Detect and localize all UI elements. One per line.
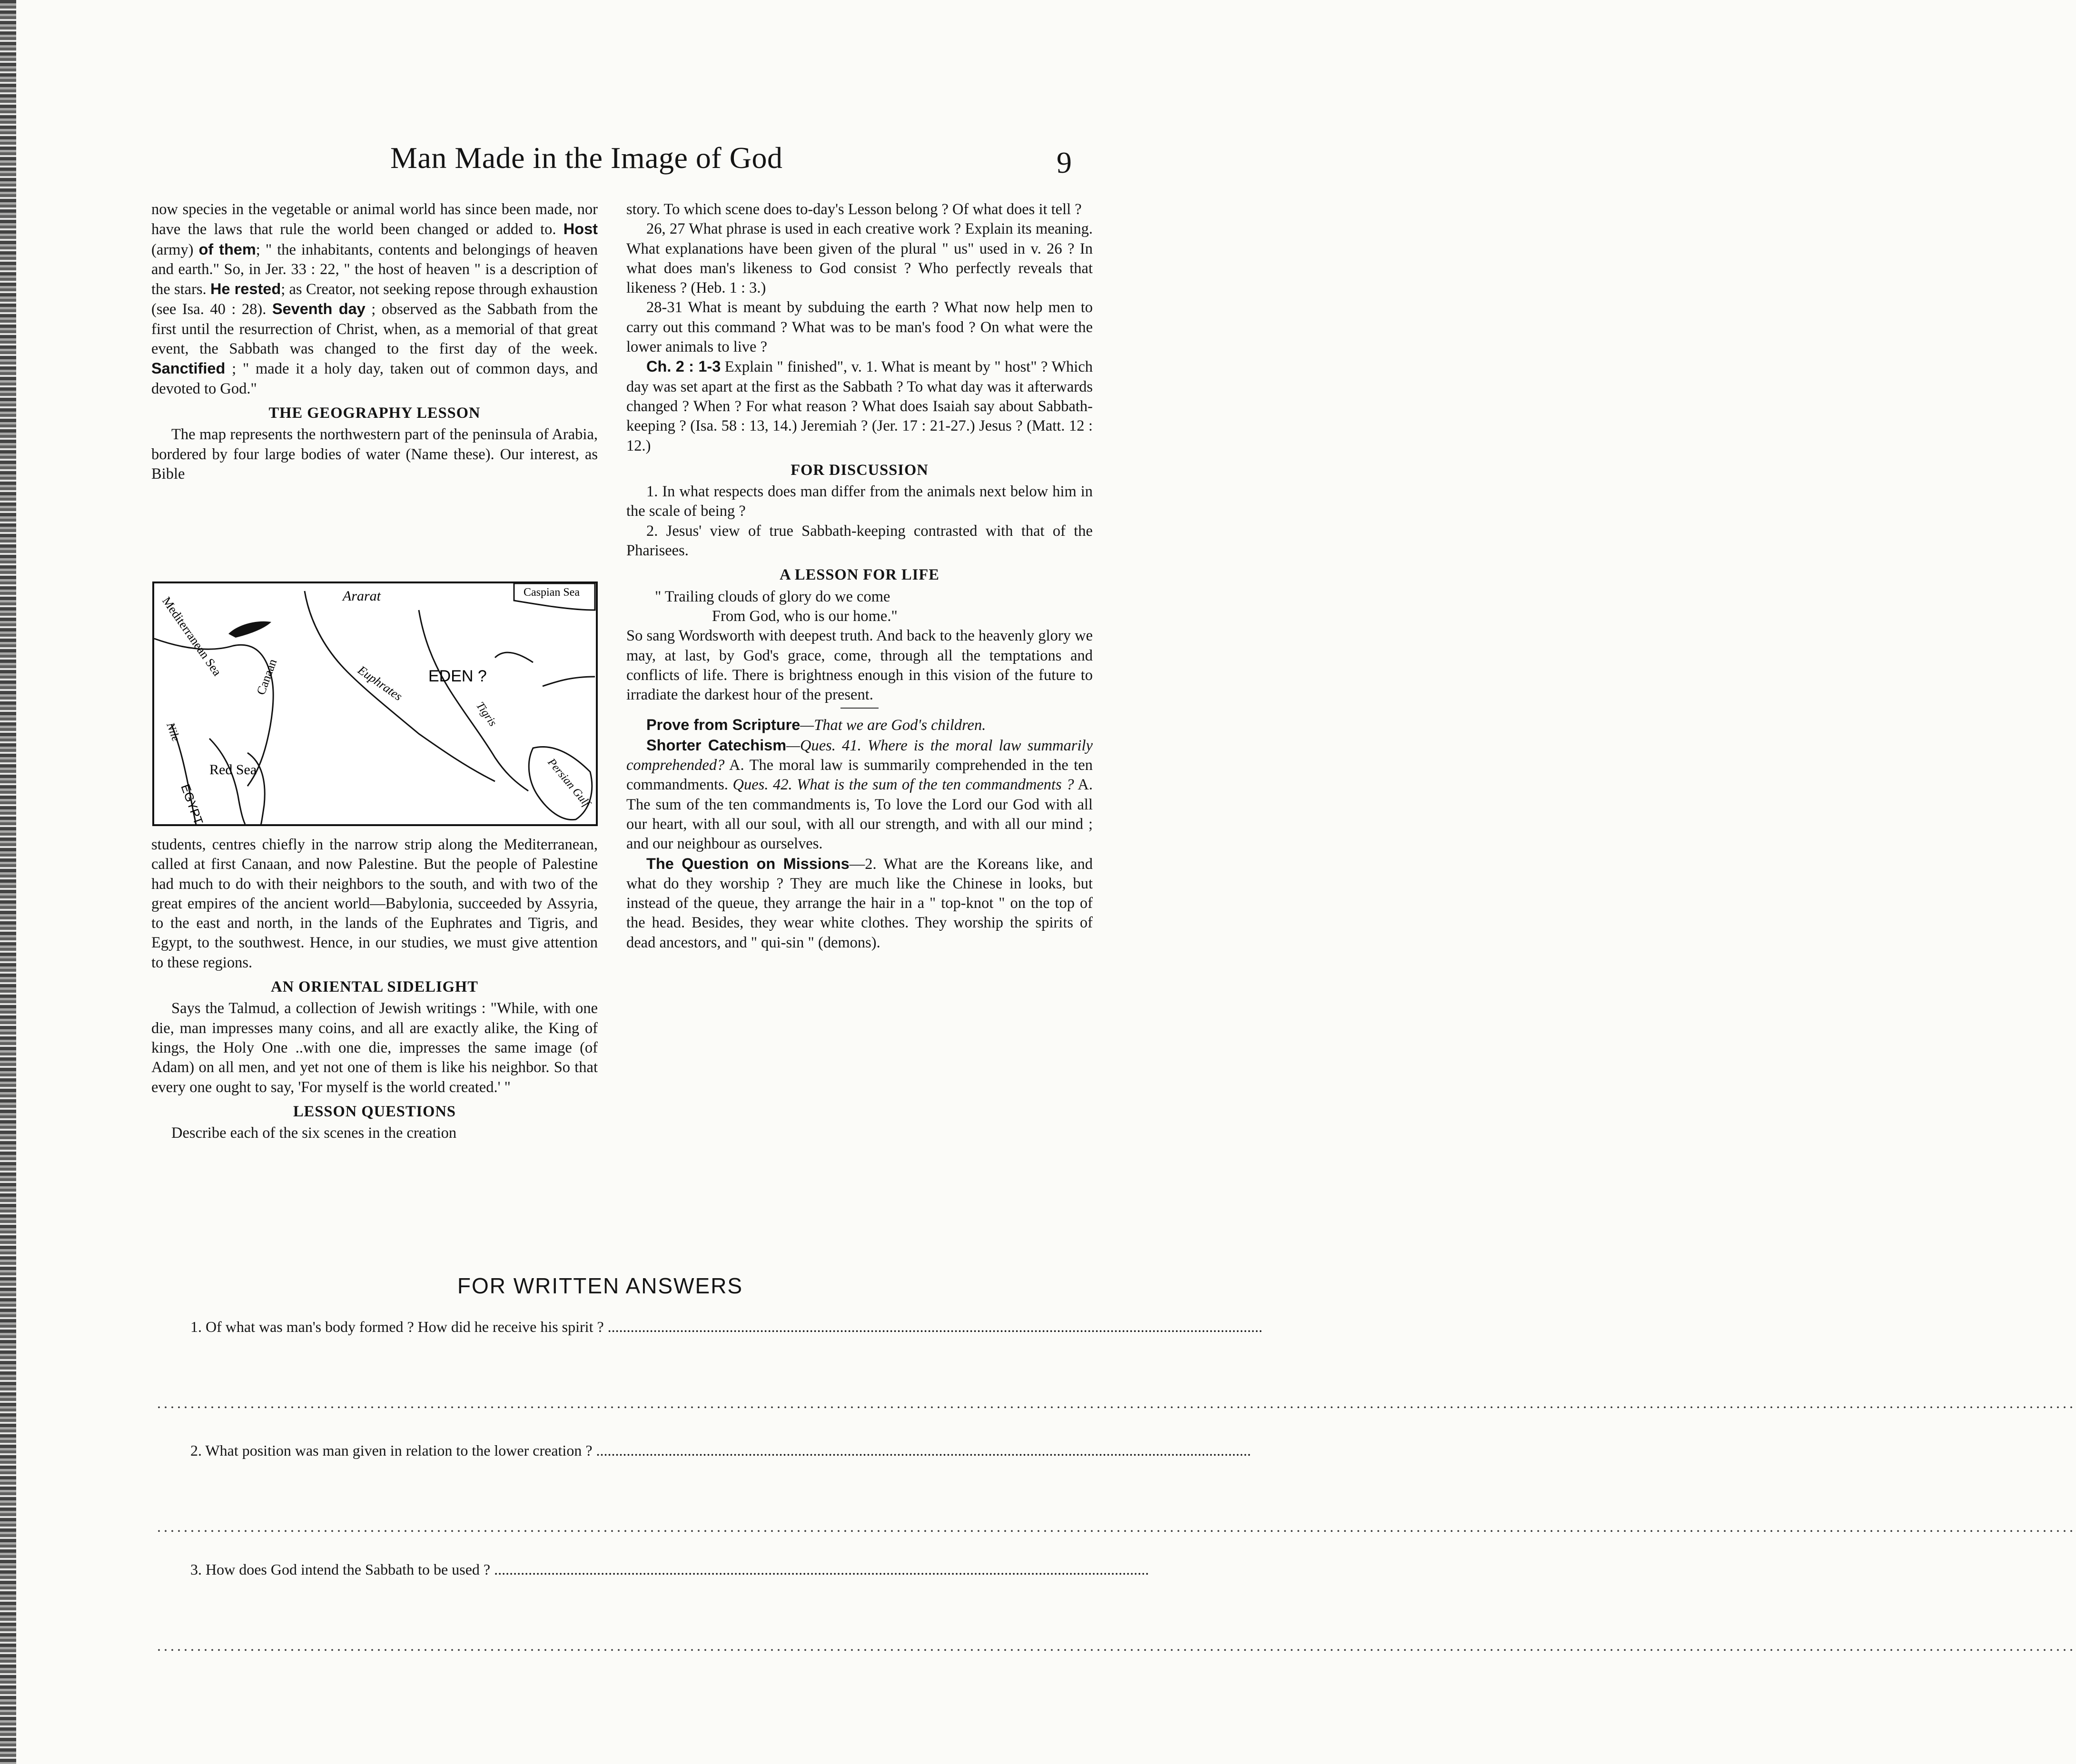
- map-figure: [152, 581, 598, 826]
- notes-text: ; " made it a holy day, taken out of common days, and devoted to God.": [151, 360, 598, 397]
- catechism-label: Shorter Catechism: [646, 736, 787, 754]
- notes-paragraph: [151, 200, 598, 399]
- poem-line-2: From God, who is our home.": [712, 607, 898, 625]
- discussion-item-1: 1. In what respects does man differ from the animals next below him in the scale of being ?: [626, 483, 1093, 520]
- term-of-them: of them: [198, 240, 256, 258]
- label-mediterranean-sea: Mediterranean Sea: [159, 594, 225, 679]
- question-ch2: [626, 357, 1093, 455]
- missions-label: The Question on Missions: [646, 855, 850, 872]
- oriental-heading: AN ORIENTAL SIDELIGHT: [271, 978, 478, 996]
- question-26-27: 26, 27 What phrase is used in each creative work ? Explain its meaning. What explanations have been given of the plural " us" used in v. 26 ? In what does man's likeness to God consist ? Who perfectly reveals that likeness ? (Heb. 1 : 3.): [626, 220, 1093, 297]
- notes-text: now species in the vegetable or animal world has since been made, nor have the laws that rule the world been changed or added to.: [151, 201, 598, 238]
- written-question-3: [190, 1561, 1149, 1578]
- label-caspian-sea: Caspian Sea: [524, 586, 580, 599]
- answer-line-2[interactable]: ................................................................................................................................................................................................................................................................................................: [157, 1518, 2076, 1535]
- questions-heading: LESSON QUESTIONS: [293, 1103, 456, 1120]
- prove-label: Prove from Scripture: [646, 716, 801, 734]
- answer-dots: ............................................................................................................................................................................: [603, 1318, 1263, 1335]
- written-question-3-text: 3. How does God intend the Sabbath to be used ?: [190, 1561, 491, 1578]
- ch2-label: Ch. 2 : 1-3: [646, 358, 721, 375]
- answer-line-1[interactable]: ................................................................................................................................................................................................................................................................................................: [157, 1394, 2076, 1411]
- notes-text: ; " the inhabitants, contents and belongings of heaven and earth." So, in Jer. 33 : 22, " the host of heaven " is a description of the stars.: [151, 241, 598, 298]
- label-ararat: Ararat: [343, 588, 381, 604]
- answer-dots: ............................................................................................................................................................................: [490, 1561, 1149, 1578]
- label-euphrates: Euphrates: [355, 663, 405, 704]
- catechism-paragraph: [626, 736, 1093, 854]
- catechism-question-42: Ques. 42. What is the sum of the ten commandments ?: [732, 776, 1074, 794]
- discussion-item-2: 2. Jesus' view of true Sabbath-keeping contrasted with that of the Pharisees.: [626, 522, 1093, 560]
- map-border: [153, 582, 597, 825]
- page-title: Man Made in the Image of God: [390, 141, 783, 175]
- questions-paragraph: Describe each of the six scenes in the creation: [171, 1124, 457, 1142]
- scanned-binding-edge: [0, 0, 16, 1764]
- left-column-bottom: [151, 835, 598, 1143]
- geography-paragraph-continued: students, centres chiefly in the narrow strip along the Mediterranean, called at first Canaan, and now Palestine. But the people of Palestine had much to do with their neighbors to the south, and with two of the great empires of the ancient world—Babylonia, succeeded by Assyria, to the east and north, in the lands of the Euphrates and Tigris, and Egypt, to the southwest. Hence, in our studies, we must give attention to these regions.: [151, 836, 598, 971]
- term-sanctified: Sanctified: [151, 360, 226, 377]
- catechism-question-41: —Ques. 41. Where is the moral law summarily comprehended?: [626, 737, 1093, 774]
- notes-text: ; as Creator, not seeking repose through exhaustion (see Isa. 40 : 28).: [151, 281, 598, 318]
- label-tigris: Tigris: [474, 700, 499, 729]
- label-nile: Nile: [164, 721, 182, 743]
- notes-text: ; observed as the Sabbath from the first until the resurrection of Christ, when, as a memorial of that great event, the Sabbath was changed to the first day of the week.: [151, 301, 598, 358]
- question-intro: story. To which scene does to-day's Lesson belong ? Of what does it tell ?: [626, 201, 1082, 218]
- catechism-answer-41: A. The moral law is summarily comprehended in the ten commandments.: [626, 757, 1093, 794]
- term-rested: He rested: [210, 280, 281, 298]
- life-paragraph: So sang Wordsworth with deepest truth. And back to the heavenly glory we may, at last, by God's grace, come, through all the temptations and conflicts of life. There is brightness enough in this vision of the future to irradiate the darkest hour of the present.: [626, 627, 1093, 704]
- written-question-1-text: 1. Of what was man's body formed ? How did he receive his spirit ?: [190, 1318, 604, 1335]
- written-question-1: [190, 1318, 1263, 1336]
- life-heading: A LESSON FOR LIFE: [780, 566, 939, 584]
- written-question-2-text: 2. What position was man given in relation to the lower creation ?: [190, 1442, 593, 1459]
- written-answers-title: FOR WRITTEN ANSWERS: [457, 1273, 743, 1298]
- geography-heading: THE GEOGRAPHY LESSON: [268, 404, 481, 422]
- label-persian-gulf: Persian Gulf: [545, 756, 593, 809]
- poem-line-1: " Trailing clouds of glory do we come: [655, 588, 890, 605]
- term-host: Host: [563, 220, 598, 238]
- ch2-text: Explain " finished", v. 1. What is meant by " host" ? Which day was set apart at the first as the Sabbath ? To what day was it afterwards changed ? When ? For what reason ? What does Isaiah say about Sabbath-keeping ? (Isa. 58 : 13, 14.) Jeremiah ? (Jer. 17 : 21-27.) Jesus ? (Matt. 12 : 12.): [626, 358, 1093, 454]
- oriental-paragraph: Says the Talmud, a collection of Jewish writings : "While, with one die, man impresses many coins, and all are exactly alike, the King of kings, the Holy One ..with one die, impresses the same image (of Adam) on all men, and yet not one of them is like his neighbor. So that every one ought to say, 'For myself is the world created.' ": [151, 1000, 598, 1096]
- question-28-31: 28-31 What is meant by subduing the earth ? What now help men to carry out this command ? What was to be man's food ? On what were the lower animals to live ?: [626, 299, 1093, 356]
- right-column: [626, 200, 1093, 953]
- label-canaan: Canaan: [254, 657, 280, 697]
- notes-text: (army): [151, 241, 199, 258]
- answer-line-3[interactable]: ................................................................................................................................................................................................................................................................................................: [157, 1637, 2076, 1654]
- answer-dots: ............................................................................................................................................................................: [592, 1442, 1251, 1459]
- geography-paragraph: The map represents the northwestern part of the peninsula of Arabia, bordered by four large bodies of water (Name these). Our interest, as Bible: [151, 426, 598, 483]
- missions-text: —2. What are the Koreans like, and what do they worship ? They are much like the Chinese in looks, but instead of the queue, they arrange the hair in a " top-knot " on the top of the head. Besides, they wear white clothes. They worship the spirits of dead ancestors, and " qui-sin " (demons).: [626, 855, 1093, 951]
- prove-paragraph: [626, 715, 1093, 735]
- term-seventh-day: Seventh day: [272, 300, 366, 318]
- written-question-2: [190, 1442, 1251, 1459]
- left-column-top: [151, 200, 598, 484]
- page-number: 9: [1057, 146, 1072, 179]
- discussion-heading: FOR DISCUSSION: [791, 461, 929, 479]
- missions-paragraph: [626, 854, 1093, 953]
- prove-text: —That we are God's children.: [800, 717, 986, 734]
- section-divider: [840, 708, 879, 709]
- catechism-answer-42: A. The sum of the ten commandments is, To love the Lord our God with all our heart, with all our soul, with all our strength, and with all our mind ; and our neighbour as ourselves.: [626, 776, 1093, 853]
- label-egypt: EGYPT: [178, 782, 206, 827]
- label-red-sea: Red Sea: [209, 762, 257, 778]
- label-eden: EDEN ?: [428, 667, 487, 685]
